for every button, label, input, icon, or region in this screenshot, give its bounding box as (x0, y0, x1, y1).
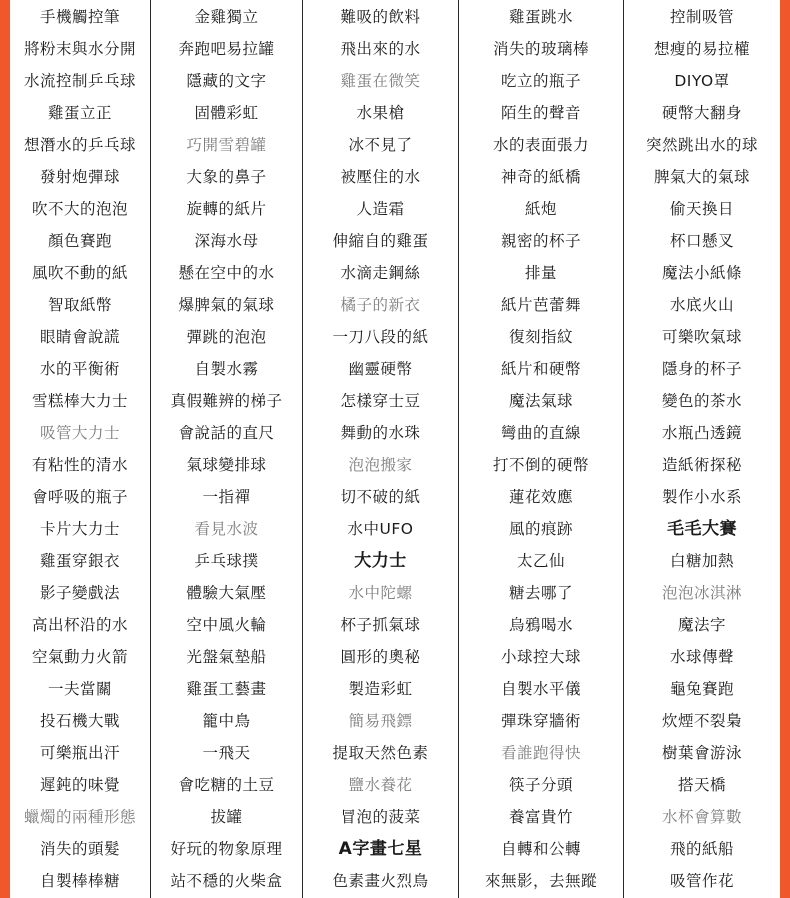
experiment-name-cell: 眼睛會說謊 (39, 328, 120, 346)
experiment-name-cell: 魔法氣球 (508, 392, 573, 410)
experiment-name-cell: 色素畫火烈鳥 (332, 872, 429, 890)
experiment-name-cell: 怎樣穿士豆 (340, 392, 421, 410)
experiment-name-cell: 紙片和硬幣 (500, 360, 581, 378)
experiment-name-cell: 杯口懸叉 (669, 232, 734, 250)
experiment-name-cell: 炊煙不裂梟 (661, 712, 742, 730)
experiment-name-cell: 顏色賽跑 (47, 232, 112, 250)
experiment-name-cell: 會吃糖的土豆 (178, 776, 275, 794)
experiment-name-cell: 魔法字 (677, 616, 726, 634)
list-column-5 (624, 0, 780, 898)
experiment-name-cell: 太乙仙 (516, 552, 565, 570)
experiment-name-cell: 卡片大力士 (39, 520, 120, 538)
experiment-name-cell: 人造霜 (356, 200, 405, 218)
experiment-name-cell: 製造彩虹 (348, 680, 413, 698)
experiment-name-cell: 遲鈍的味覺 (39, 776, 120, 794)
experiment-name-cell: 蓮花效應 (508, 488, 573, 506)
experiment-name-cell: 水球傳聲 (669, 648, 734, 666)
experiment-name-cell: 大象的鼻子 (186, 168, 267, 186)
experiment-name-cell: 智取紙幣 (47, 296, 112, 314)
experiment-name-cell: 吃立的瓶子 (500, 72, 581, 90)
experiment-name-cell: 消失的玻璃棒 (492, 40, 589, 58)
experiment-name-cell: 好玩的物象原理 (170, 840, 283, 858)
experiment-name-cell: 一夫當關 (47, 680, 112, 698)
experiment-name-cell: 自製水平儀 (500, 680, 581, 698)
experiment-name-cell: 毛毛大賽 (667, 519, 737, 539)
experiment-name-cell: 隱身的杯子 (661, 360, 742, 378)
experiment-name-cell: 空中風火輪 (186, 616, 267, 634)
experiment-name-cell: 風的痕跡 (508, 520, 573, 538)
experiment-name-cell: 來無影，去無蹤 (484, 872, 597, 890)
experiment-name-cell: 飛出來的水 (340, 40, 421, 58)
experiment-name-cell: 發射炮彈球 (39, 168, 120, 186)
experiment-name-cell: 會呼吸的瓶子 (31, 488, 128, 506)
experiment-name-cell: 想潛水的乒乓球 (23, 136, 136, 154)
experiment-name-cell: 控制吸管 (669, 8, 734, 26)
experiment-name-cell: 影子變戲法 (39, 584, 120, 602)
experiment-name-cell: 雞蛋立正 (47, 104, 112, 122)
experiment-name-cell: 籠中鳥 (202, 712, 251, 730)
experiment-name-cell: 彈珠穿牆術 (500, 712, 581, 730)
experiment-name-cell: 伸縮自的雞蛋 (332, 232, 429, 250)
experiment-name-cell: A字畫七星 (338, 839, 423, 859)
experiment-name-cell: 打不倒的硬幣 (492, 456, 589, 474)
experiment-name-cell: 紙炮 (524, 200, 557, 218)
experiment-name-cell: 看見水波 (194, 520, 259, 538)
experiment-name-cell: 可樂吹氣球 (661, 328, 742, 346)
experiment-name-cell: 難吸的飲料 (340, 8, 421, 26)
experiment-name-cell: 突然跳出水的球 (645, 136, 758, 154)
experiment-name-cell: 大力士 (354, 551, 407, 571)
experiment-name-cell: 彈跳的泡泡 (186, 328, 267, 346)
experiment-name-cell: 彎曲的直線 (500, 424, 581, 442)
experiment-name-cell: 圓形的奧秘 (340, 648, 421, 666)
experiment-name-cell: 水滴走鋼絲 (340, 264, 421, 282)
experiment-name-cell: 排量 (524, 264, 557, 282)
experiment-name-cell: 隱藏的文字 (186, 72, 267, 90)
experiment-name-cell: 龜兔賽跑 (669, 680, 734, 698)
experiment-name-cell: 自轉和公轉 (500, 840, 581, 858)
experiment-name-cell: 吹不大的泡泡 (31, 200, 128, 218)
experiment-list-sheet (10, 0, 780, 898)
experiment-name-cell: 變色的茶水 (661, 392, 742, 410)
experiment-name-cell: 自製水霧 (194, 360, 259, 378)
experiment-name-cell: 水流控制乒乓球 (23, 72, 136, 90)
experiment-name-cell: 提取天然色素 (332, 744, 429, 762)
experiment-name-cell: 冒泡的菠菜 (340, 808, 421, 826)
experiment-name-cell: 氣球變排球 (186, 456, 267, 474)
experiment-name-cell: 吸管大力士 (39, 424, 120, 442)
experiment-name-cell: 舞動的水珠 (340, 424, 421, 442)
experiment-name-cell: 神奇的紙橋 (500, 168, 581, 186)
experiment-name-cell: 幽靈硬幣 (348, 360, 413, 378)
experiment-name-cell: 水中陀螺 (348, 584, 413, 602)
experiment-name-cell: 搭天橋 (677, 776, 726, 794)
column-divider (302, 0, 303, 898)
experiment-name-cell: 雞蛋在微笑 (340, 72, 421, 90)
column-divider (623, 0, 624, 898)
experiment-name-cell: 杯子抓氣球 (340, 616, 421, 634)
experiment-name-cell: 雪糕棒大力士 (31, 392, 128, 410)
experiment-name-cell: 水杯會算數 (661, 808, 742, 826)
experiment-name-cell: 高出杯沿的水 (31, 616, 128, 634)
experiment-name-cell: 水的平衡術 (39, 360, 120, 378)
experiment-name-cell: 奔跑吧易拉罐 (178, 40, 275, 58)
experiment-name-cell: 烏鴉喝水 (508, 616, 573, 634)
list-column-4 (459, 0, 623, 898)
experiment-name-cell: 飛的紙船 (669, 840, 734, 858)
experiment-name-cell: 水瓶凸透鏡 (661, 424, 742, 442)
experiment-name-cell: 可樂瓶出汗 (39, 744, 120, 762)
list-column-1 (10, 0, 150, 898)
experiment-name-cell: 消失的頭髮 (39, 840, 120, 858)
experiment-name-cell: 雞蛋穿銀衣 (39, 552, 120, 570)
experiment-name-cell: 會說話的直尺 (178, 424, 275, 442)
experiment-name-cell: 白糖加熱 (669, 552, 734, 570)
column-divider (458, 0, 459, 898)
experiment-name-cell: 紙片芭蕾舞 (500, 296, 581, 314)
experiment-name-cell: 乒乓球撲 (194, 552, 259, 570)
experiment-name-cell: 親密的杯子 (500, 232, 581, 250)
experiment-name-cell: 養富貴竹 (508, 808, 573, 826)
experiment-name-cell: 一飛天 (202, 744, 251, 762)
experiment-name-cell: 風吹不動的紙 (31, 264, 128, 282)
experiment-name-cell: 水的表面張力 (492, 136, 589, 154)
experiment-name-cell: 硬幣大翻身 (661, 104, 742, 122)
experiment-name-cell: 泡泡搬家 (348, 456, 413, 474)
experiment-name-cell: 蠟燭的兩種形態 (23, 808, 136, 826)
left-orange-edge (0, 0, 10, 898)
experiment-name-cell: 空氣動力火箭 (31, 648, 128, 666)
experiment-name-cell: 製作小水系 (661, 488, 742, 506)
experiment-name-cell: 泡泡冰淇淋 (661, 584, 742, 602)
experiment-name-cell: 金雞獨立 (194, 8, 259, 26)
experiment-name-cell: 爆脾氣的氣球 (178, 296, 275, 314)
experiment-name-cell: 固體彩虹 (194, 104, 259, 122)
experiment-name-cell: 水中UFO (347, 520, 414, 538)
experiment-name-cell: 吸管作花 (669, 872, 734, 890)
experiment-name-cell: 真假難辨的梯子 (170, 392, 283, 410)
experiment-name-cell: 糖去哪了 (508, 584, 573, 602)
experiment-name-cell: 筷子分頭 (508, 776, 573, 794)
experiment-name-cell: 自製棒棒糖 (39, 872, 120, 890)
experiment-name-cell: 看誰跑得快 (500, 744, 581, 762)
experiment-name-cell: 拔罐 (210, 808, 243, 826)
experiment-name-cell: 冰不見了 (348, 136, 413, 154)
experiment-name-cell: 深海水母 (194, 232, 259, 250)
experiment-name-cell: 偷天換日 (669, 200, 734, 218)
list-column-2 (151, 0, 302, 898)
experiment-name-cell: 旋轉的紙片 (186, 200, 267, 218)
experiment-name-cell: 切不破的紙 (340, 488, 421, 506)
experiment-name-cell: 樹葉會游泳 (661, 744, 742, 762)
experiment-name-cell: 將粉末與水分開 (23, 40, 136, 58)
experiment-name-cell: 雞蛋工藝畫 (186, 680, 267, 698)
experiment-name-cell: 簡易飛鏢 (348, 712, 413, 730)
experiment-name-cell: 一刀八段的紙 (332, 328, 429, 346)
experiment-name-cell: 被壓住的水 (340, 168, 421, 186)
experiment-name-cell: 脾氣大的氣球 (653, 168, 750, 186)
experiment-name-cell: 橘子的新衣 (340, 296, 421, 314)
experiment-name-cell: 站不穩的火柴盒 (170, 872, 283, 890)
experiment-name-cell: 水果槍 (356, 104, 405, 122)
experiment-name-cell: 造紙術探秘 (661, 456, 742, 474)
experiment-name-cell: 光盤氣墊船 (186, 648, 267, 666)
experiment-name-cell: 雞蛋跳水 (508, 8, 573, 26)
experiment-name-cell: 手機觸控筆 (39, 8, 120, 26)
experiment-name-cell: DIYO罩 (674, 72, 730, 90)
experiment-name-cell: 陌生的聲音 (500, 104, 581, 122)
experiment-name-cell: 魔法小紙條 (661, 264, 742, 282)
column-divider (150, 0, 151, 898)
experiment-name-cell: 水底火山 (669, 296, 734, 314)
experiment-name-cell: 有粘性的清水 (31, 456, 128, 474)
right-orange-edge (780, 0, 790, 898)
list-column-3 (303, 0, 458, 898)
experiment-name-cell: 懸在空中的水 (178, 264, 275, 282)
experiment-name-cell: 鹽水養花 (348, 776, 413, 794)
experiment-name-cell: 小球控大球 (500, 648, 581, 666)
experiment-name-cell: 巧開雪碧罐 (186, 136, 267, 154)
experiment-name-cell: 投石機大戰 (39, 712, 120, 730)
experiment-name-cell: 一指禪 (202, 488, 251, 506)
experiment-name-cell: 想瘦的易拉權 (653, 40, 750, 58)
experiment-name-cell: 復刻指紋 (508, 328, 573, 346)
experiment-name-cell: 體驗大氣壓 (186, 584, 267, 602)
